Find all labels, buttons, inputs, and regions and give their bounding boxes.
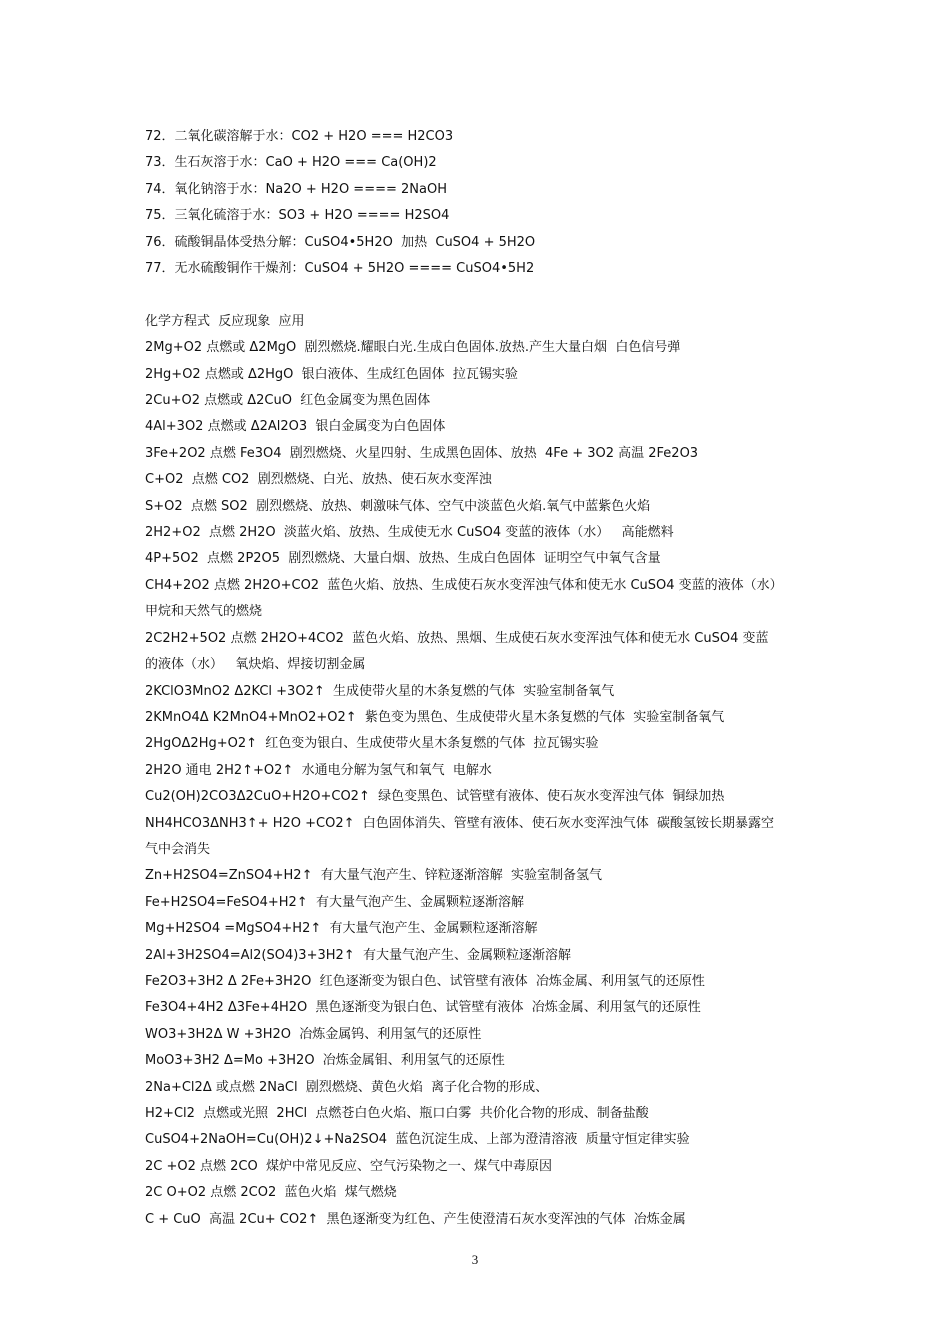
equation-line: 2Cu+O2 点燃或 Δ2CuO 红色金属变为黑色固体 [145,393,431,409]
equation-line: Zn+H2SO4=ZnSO4+H2↑ 有大量气泡产生、锌粒逐渐溶解 实验室制备氢气 [145,868,602,884]
equation-table-heading: 化学方程式 反应现象 应用 [145,313,305,329]
equation-line: 2KClO3MnO2 Δ2KCl +3O2↑ 生成使带火星的木条复燃的气体 实验室制备氧气 [145,683,615,699]
reaction-line-75: 75．三氧化硫溶于水：SO3 + H2O ==== H2SO4 [145,208,450,224]
reaction-line-77: 77．无水硫酸铜作干燥剂：CuSO4 + 5H2O ==== CuSO4•5H2 [145,261,535,277]
equation-line: S+O2 点燃 SO2 剧烈燃烧、放热、刺激味气体、空气中淡蓝色火焰.氧气中蓝紫色火焰 [145,498,651,514]
reaction-line-73: 73．生石灰溶于水：CaO + H2O === Ca(OH)2 [145,155,437,171]
equation-line: CH4+2O2 点燃 2H2O+CO2 蓝色火焰、放热、生成使石灰水变浑浊气体和使无水 CuSO4 变蓝的液体（水） [145,577,783,593]
equation-line: C+O2 点燃 CO2 剧烈燃烧、白光、放热、使石灰水变浑浊 [145,472,492,488]
equation-line: MoO3+3H2 Δ=Mo +3H2O 冶炼金属钼、利用氢气的还原性 [145,1053,505,1069]
numbered-reaction-list [145,124,815,282]
equation-line: C + CuO 高温 2Cu+ CO2↑ 黑色逐渐变为红色、产生使澄清石灰水变浑浊的气体 冶炼金属 [145,1211,686,1227]
equation-line: WO3+3H2Δ W +3H2O 冶炼金属钨、利用氢气的还原性 [145,1026,482,1042]
equation-line: CuSO4+2NaOH=Cu(OH)2↓+Na2SO4 蓝色沉淀生成、上部为澄清溶液 质量守恒定律实验 [145,1132,690,1148]
equation-list [145,335,815,1233]
equation-line: 的液体（水） 氧炔焰、焊接切割金属 [145,657,366,673]
equation-line: 2HgOΔ2Hg+O2↑ 红色变为银白、生成使带火星木条复燃的气体 拉瓦锡实验 [145,736,599,752]
page-number: 3 [471,1252,479,1267]
equation-line: Fe2O3+3H2 Δ 2Fe+3H2O 红色逐渐变为银白色、试管壁有液体 冶炼金属、利用氢气的还原性 [145,973,705,989]
equation-line: 2Al+3H2SO4=Al2(SO4)3+3H2↑ 有大量气泡产生、金属颗粒逐渐溶解 [145,947,571,963]
reaction-line-76: 76．硫酸铜晶体受热分解：CuSO4•5H2O 加热 CuSO4 + 5H2O [145,234,536,250]
equation-line: 气中会消失 [145,841,211,857]
equation-line: 3Fe+2O2 点燃 Fe3O4 剧烈燃烧、火星四射、生成黑色固体、放热 4Fe + 3O2 高温 2Fe2O3 [145,445,699,461]
equation-line: 2Hg+O2 点燃或 Δ2HgO 银白液体、生成红色固体 拉瓦锡实验 [145,366,518,382]
equation-line: 2Mg+O2 点燃或 Δ2MgO 剧烈燃烧.耀眼白光.生成白色固体.放热.产生大量白烟 白色信号弹 [145,340,681,356]
equation-line: H2+Cl2 点燃或光照 2HCl 点燃苍白色火焰、瓶口白雾 共价化合物的形成、制备盐酸 [145,1106,649,1122]
equation-line: 2C O+O2 点燃 2CO2 蓝色火焰 煤气燃烧 [145,1185,397,1201]
equation-line: 4P+5O2 点燃 2P2O5 剧烈燃烧、大量白烟、放热、生成白色固体 证明空气中氧气含量 [145,551,661,567]
equation-line: 2KMnO4Δ K2MnO4+MnO2+O2↑ 紫色变为黑色、生成使带火星木条复燃的气体 实验室制备氧气 [145,709,725,725]
page-content [145,124,815,1233]
equation-line: 2C2H2+5O2 点燃 2H2O+4CO2 蓝色火焰、放热、黑烟、生成使石灰水变浑浊气体和使无水 CuSO4 变蓝 [145,630,769,646]
reaction-line-72: 72．二氧化碳溶解于水：CO2 + H2O === H2CO3 [145,129,454,144]
section-spacer [145,282,815,308]
equation-line: 2H2O 通电 2H2↑+O2↑ 水通电分解为氢气和氧气 电解水 [145,762,492,778]
reaction-line-74: 74．氧化钠溶于水：Na2O + H2O ==== 2NaOH [145,181,447,197]
equation-line: 2H2+O2 点燃 2H2O 淡蓝火焰、放热、生成使无水 CuSO4 变蓝的液体（水） 高能燃料 [145,525,674,541]
equation-line: 2C +O2 点燃 2CO 煤炉中常见反应、空气污染物之一、煤气中毒原因 [145,1158,552,1174]
equation-line: 甲烷和天然气的燃烧 [145,604,263,620]
equation-line: 2Na+Cl2Δ 或点燃 2NaCl 剧烈燃烧、黄色火焰 离子化合物的形成、 [145,1079,549,1095]
equation-line: Fe+H2SO4=FeSO4+H2↑ 有大量气泡产生、金属颗粒逐渐溶解 [145,894,524,910]
equation-line: Mg+H2SO4 =MgSO4+H2↑ 有大量气泡产生、金属颗粒逐渐溶解 [145,921,538,937]
equation-line: 4Al+3O2 点燃或 Δ2Al2O3 银白金属变为白色固体 [145,419,446,435]
equation-line: Cu2(OH)2CO3Δ2CuO+H2O+CO2↑ 绿色变黑色、试管壁有液体、使石灰水变浑浊气体 铜绿加热 [145,789,725,805]
equation-line: Fe3O4+4H2 Δ3Fe+4H2O 黑色逐渐变为银白色、试管壁有液体 冶炼金属、利用氢气的还原性 [145,1000,701,1016]
equation-line: NH4HCO3ΔNH3↑+ H2O +CO2↑ 白色固体消失、管壁有液体、使石灰水变浑浊气体 碳酸氢铵长期暴露空 [145,815,775,831]
